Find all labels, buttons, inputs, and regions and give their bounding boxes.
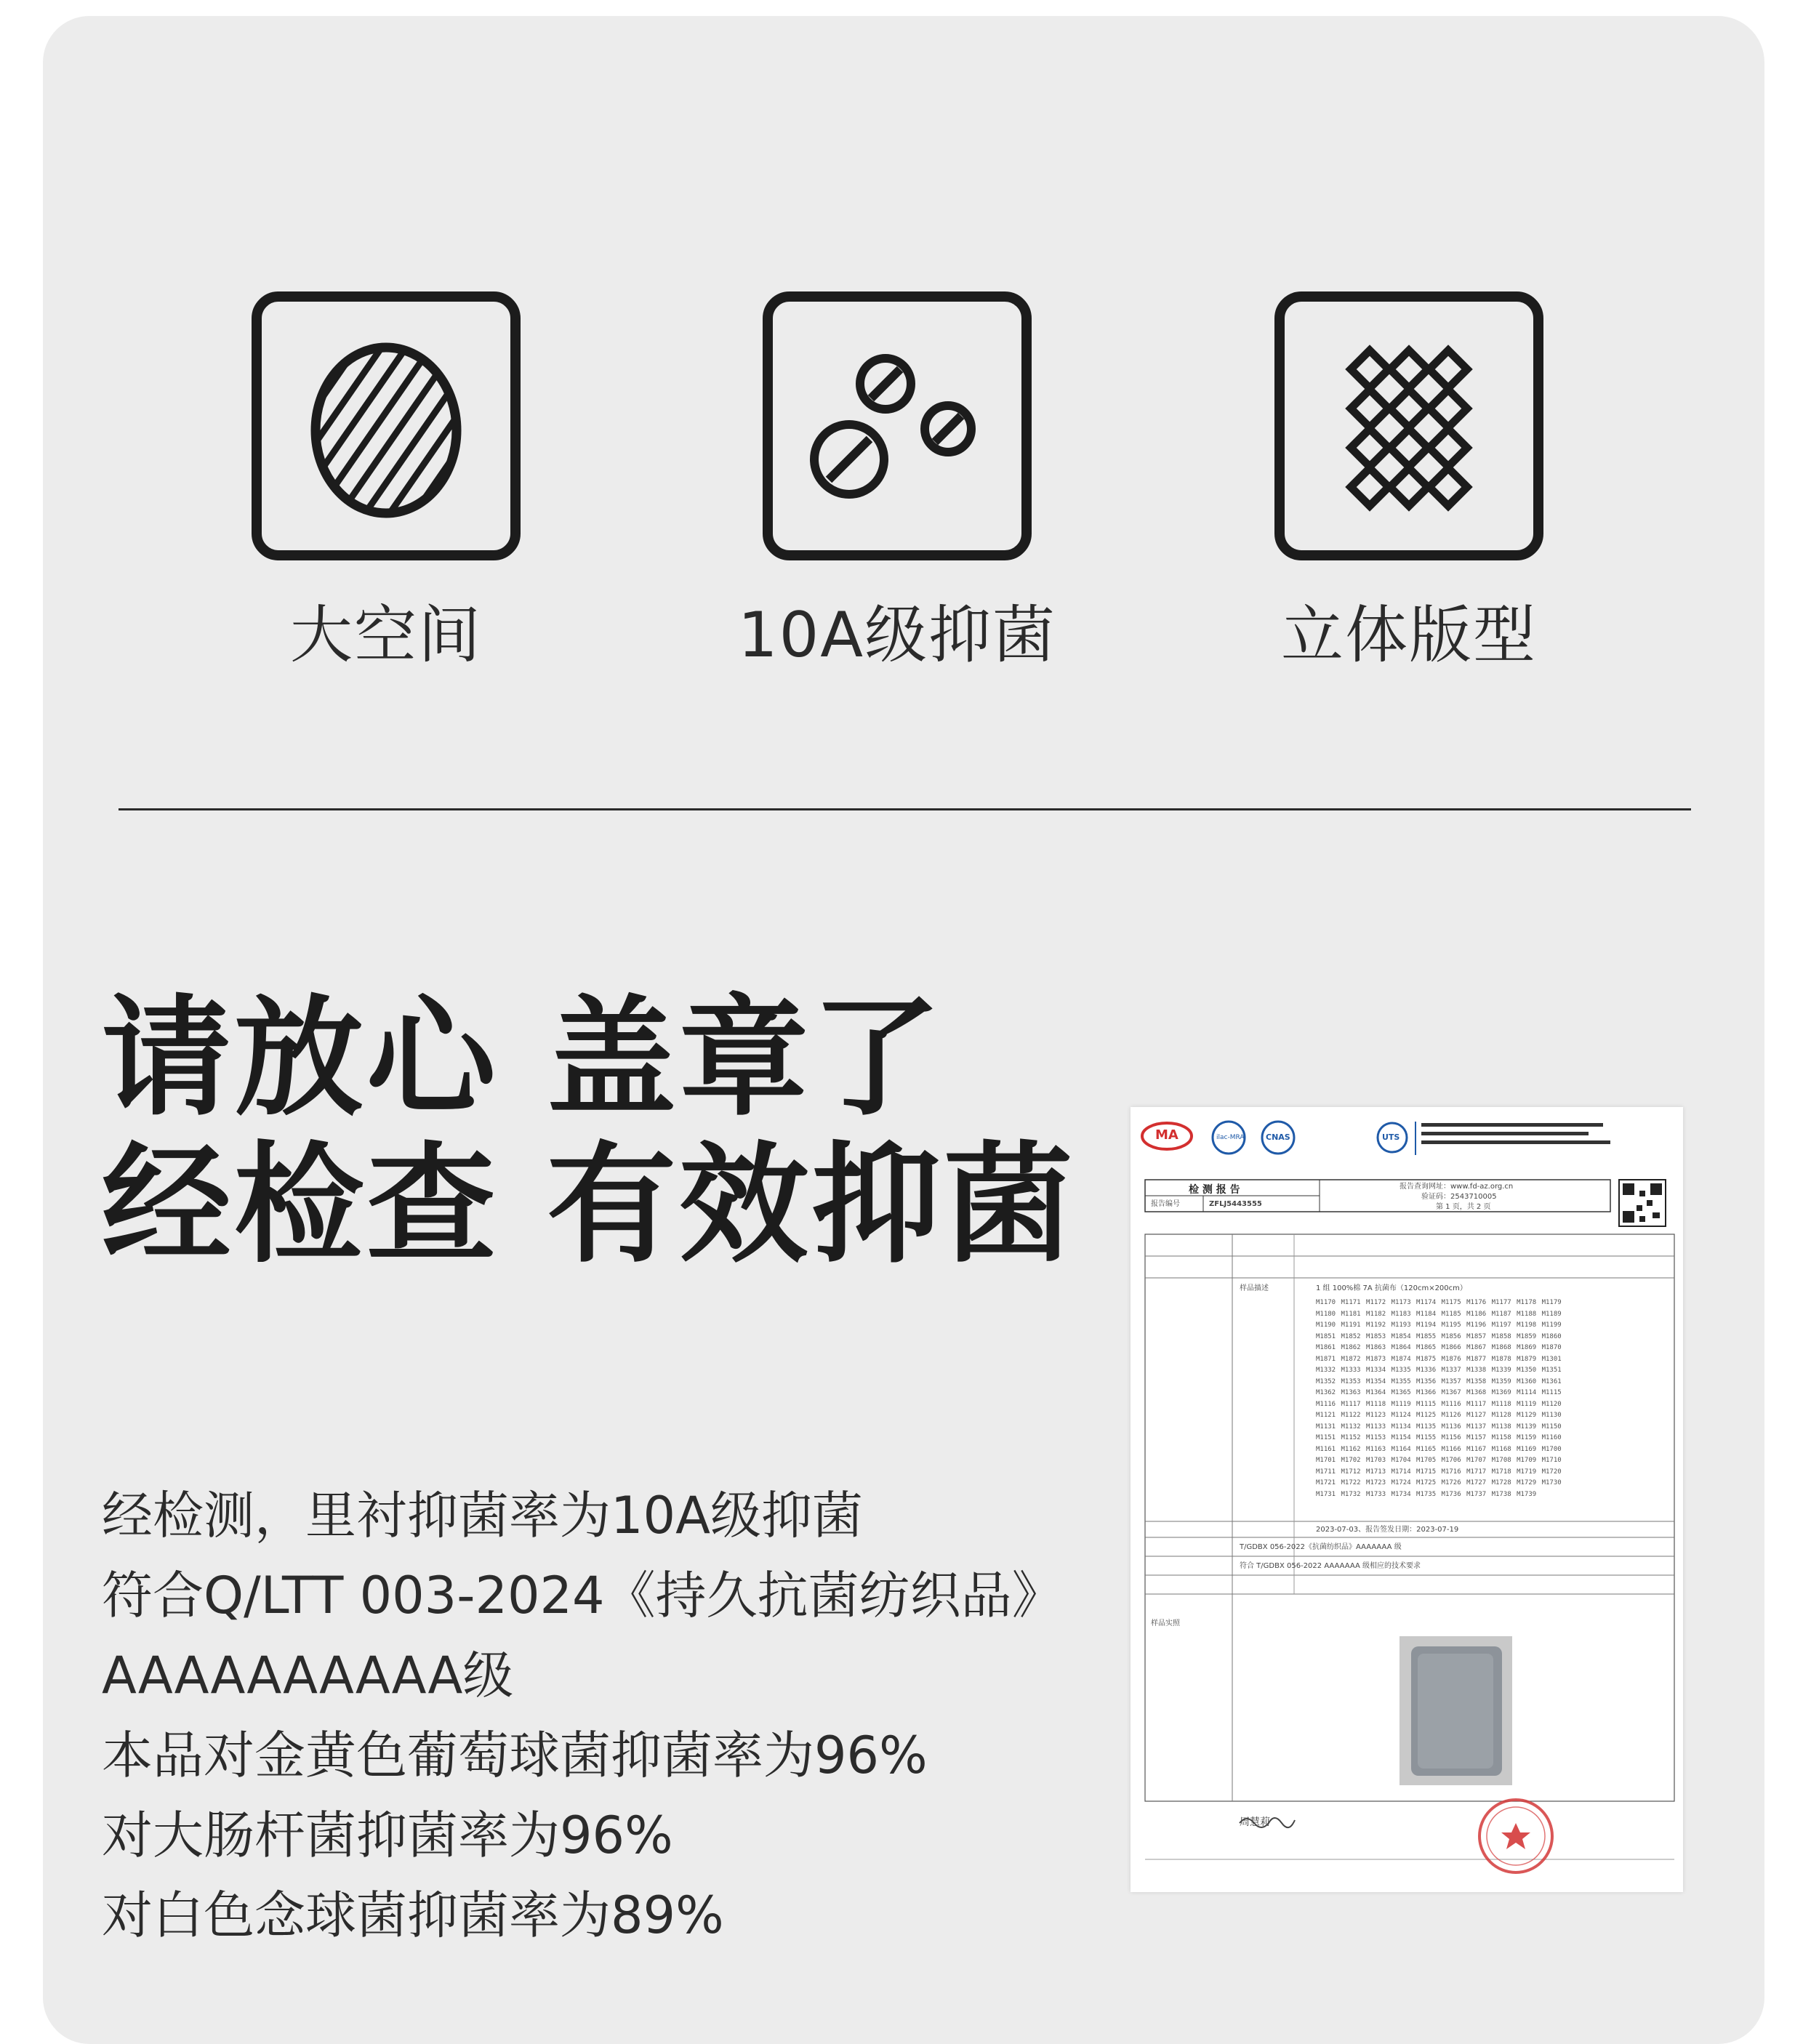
report-code-line: M1352 M1353 M1354 M1355 M1356 M1357 M1358 M1359 M1360 M1361	[1316, 1377, 1562, 1385]
report-code-line: M1861 M1862 M1863 M1864 M1865 M1866 M1867 M1868 M1869 M1870	[1316, 1344, 1562, 1351]
report-result: 符合 T/GDBX 056-2022 AAAAAAA 级相应的技术要求	[1240, 1562, 1421, 1570]
headline-line-2: 经检查 有效抑菌	[102, 1130, 1076, 1280]
report-date: 2023-07-03、报告签发日期：2023-07-19	[1316, 1526, 1459, 1534]
report-number: ZFLJ5443555	[1209, 1200, 1262, 1208]
report-code-line: M1190 M1191 M1192 M1193 M1194 M1195 M1196 M1197 M1198 M1199	[1316, 1321, 1562, 1329]
headline-line-1: 请放心 盖章了	[102, 983, 944, 1133]
report-code-line: M1711 M1712 M1713 M1714 M1715 M1716 M1717 M1718 M1719 M1720	[1316, 1468, 1562, 1476]
feature-spacious	[251, 291, 521, 672]
description-line: AAAAAAAAAA级	[102, 1646, 514, 1705]
bacteria-icon	[762, 291, 1032, 561]
report-code-line: M1116 M1117 M1118 M1119 M1115 M1116 M1117 M1118 M1119 M1120	[1316, 1400, 1562, 1408]
report-sample-value: 1 组 100%棉 7A 抗菌布（120cm×200cm）	[1316, 1284, 1467, 1292]
feature-label-antibacterial: 10A级抑菌	[737, 599, 1057, 672]
report-page: 第 1 页，共 2 页	[1436, 1203, 1491, 1211]
feature-antibacterial	[737, 291, 1057, 672]
report-code-line: M1180 M1181 M1182 M1183 M1184 M1185 M1186 M1187 M1188 M1189	[1316, 1310, 1562, 1318]
report-model-codes	[1316, 1297, 1658, 1500]
report-cnas-badge: CNAS	[1266, 1132, 1290, 1142]
report-code-line: M1121 M1122 M1123 M1124 M1125 M1126 M1127 M1128 M1129 M1130	[1316, 1412, 1562, 1419]
description-line: 经检测，里衬抑菌率为10A级抑菌	[102, 1486, 863, 1545]
report-code-line: M1362 M1363 M1364 M1365 M1366 M1367 M1368 M1369 M1114 M1115	[1316, 1389, 1562, 1396]
report-photo-label: 样品实照	[1151, 1619, 1180, 1627]
report-code-line: M1731 M1732 M1733 M1734 M1735 M1736 M1737 M1738 M1739	[1316, 1490, 1537, 1498]
report-standard: T/GDBX 056-2022《抗菌纺织品》AAAAAAA 级	[1240, 1543, 1402, 1551]
report-code-line: M1332 M1333 M1334 M1335 M1336 M1337 M1338 M1339 M1350 M1351	[1316, 1367, 1562, 1374]
report-code-line: M1161 M1162 M1163 M1164 M1165 M1166 M1167 M1168 M1169 M1700	[1316, 1445, 1562, 1453]
feature-3d-shape	[1274, 291, 1544, 672]
report-code-line: M1721 M1722 M1723 M1724 M1725 M1726 M1727 M1728 M1729 M1730	[1316, 1479, 1562, 1486]
report-number-label: 报告编号	[1151, 1200, 1180, 1208]
report-signature: 周慧莉	[1240, 1816, 1270, 1828]
report-code-line: M1871 M1872 M1873 M1874 M1875 M1876 M1877 M1878 M1879 M1301	[1316, 1355, 1562, 1363]
report-code-line: M1170 M1171 M1172 M1173 M1174 M1175 M1176 M1177 M1178 M1179	[1316, 1299, 1562, 1306]
report-code-line: M1151 M1152 M1153 M1154 M1155 M1156 M1157 M1158 M1159 M1160	[1316, 1434, 1562, 1441]
report-ma-badge: MA	[1155, 1127, 1178, 1143]
diamond-grid-icon	[1274, 291, 1544, 561]
description-line: 符合Q/LTT 003-2024《持久抗菌纺织品》	[102, 1566, 1063, 1625]
report-code-line: M1851 M1852 M1853 M1854 M1855 M1856 M1857 M1858 M1859 M1860	[1316, 1332, 1562, 1340]
description-line: 对白色念球菌抑菌率为89%	[102, 1886, 724, 1945]
report-ilac-badge: ilac-MRA	[1216, 1134, 1245, 1141]
report-site: 报告查询网址：www.fd-az.org.cn	[1400, 1183, 1514, 1191]
section-divider	[119, 808, 1691, 810]
description-line: 本品对金黄色葡萄球菌抑菌率为96%	[102, 1726, 928, 1785]
description	[102, 1476, 1120, 1955]
report-verify: 验证码：2543710005	[1421, 1193, 1497, 1201]
test-report-document	[1131, 1107, 1683, 1892]
hatched-oval-icon	[251, 291, 521, 561]
report-code-line: M1131 M1132 M1133 M1134 M1135 M1136 M1137 M1138 M1139 M1150	[1316, 1423, 1562, 1431]
report-sample-label: 样品描述	[1240, 1284, 1269, 1292]
headline	[102, 985, 1105, 1279]
feature-label-3d-shape: 立体版型	[1281, 599, 1537, 672]
report-code-line: M1701 M1702 M1703 M1704 M1705 M1706 M1707 M1708 M1709 M1710	[1316, 1457, 1562, 1464]
report-lab-logo: UTS	[1382, 1132, 1400, 1142]
report-title: 检 测 报 告	[1189, 1184, 1240, 1196]
description-line: 对大肠杆菌抑菌率为96%	[102, 1806, 673, 1865]
feature-label-spacious: 大空间	[290, 599, 482, 672]
